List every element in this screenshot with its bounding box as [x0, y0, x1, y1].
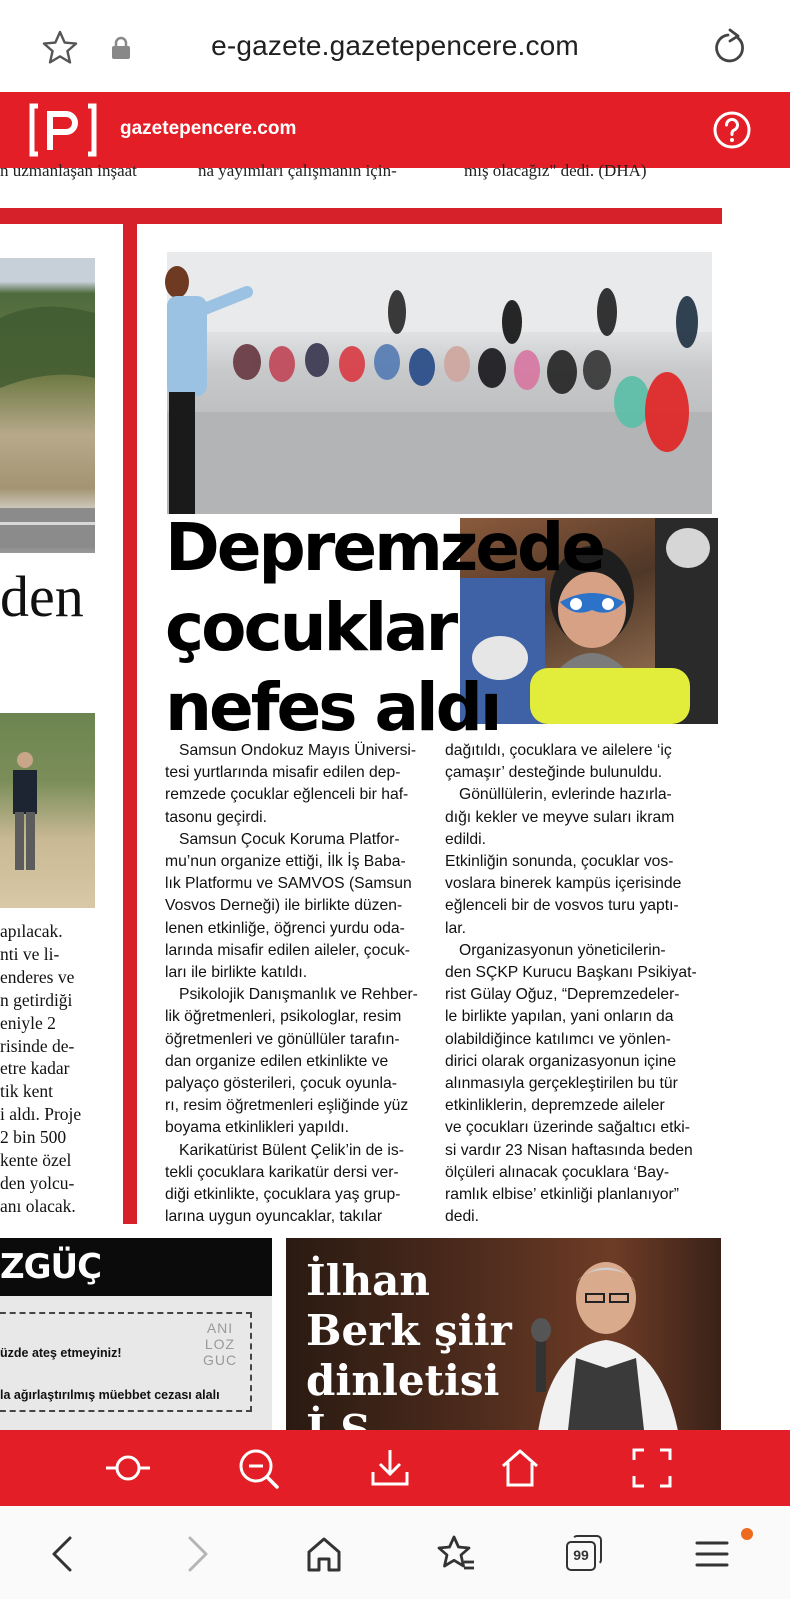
landscape-photo	[0, 258, 95, 553]
strip-text: n uzmanlaşan inşaat	[0, 161, 137, 180]
author-stamp	[196, 1320, 244, 1368]
poetry-event-title	[306, 1256, 512, 1456]
site-name[interactable]: gazetepencere.com	[120, 118, 297, 139]
text-line: ölçüleri alınacak çocuklara ‘Bay-	[445, 1163, 670, 1181]
text-line: boyama etkinlikleri yapıldı.	[165, 1119, 349, 1137]
text-line: ramlık elbise’ etkinliği planlanıyor”	[445, 1186, 679, 1204]
title-line: Berk şiir	[306, 1306, 512, 1355]
bottom-articles	[0, 1238, 790, 1438]
menu-icon[interactable]	[692, 1534, 732, 1574]
text-line: lar.	[445, 919, 466, 937]
text-line: öğretmenleri ve gönüllüler tarafın-	[165, 1030, 400, 1048]
headline-line: çocuklar	[165, 589, 456, 666]
text-line: diği etkinlikte, çocuklara yaş grup-	[165, 1186, 401, 1204]
text-line: dedi.	[445, 1208, 480, 1226]
browser-nav-bar	[0, 1506, 790, 1599]
text-line: ları ile birlikte katıldı.	[165, 964, 308, 982]
text-line: Psikolojik Danışmanlık ve Rehber-	[179, 986, 418, 1004]
tabs-count: 99	[566, 1541, 596, 1571]
home-icon[interactable]	[498, 1446, 542, 1490]
article-column-1	[165, 740, 435, 1228]
text-line: Gönüllülerin, evlerinde hazırla-	[459, 786, 672, 804]
red-rule	[0, 208, 722, 224]
text-line: olabildiğince katılımcı ve yönlen-	[445, 1030, 671, 1048]
url-text[interactable]: e-gazete.gazetepencere.com	[211, 30, 579, 61]
text-line: Vosvos Derneği) ile birlikte düzen-	[165, 897, 403, 915]
poet-photo	[516, 1248, 696, 1448]
text-line: anı olacak.	[0, 1195, 76, 1216]
reload-icon[interactable]	[708, 28, 748, 68]
text-line: Etkinliğin sonunda, çocuklar vos-	[445, 853, 674, 871]
stamp-line: GUC	[202, 1352, 238, 1368]
text-line: enderes ve	[0, 966, 75, 987]
text-line: lenen etkinliğe, öğrenci yurdu oda-	[165, 919, 405, 937]
text-line: lık Platformu ve SAMVOS (Samsun	[165, 875, 412, 893]
column-box-text: üzde ateş etmeyiniz!	[0, 1346, 122, 1360]
text-line: n getirdiği	[0, 989, 73, 1010]
stamp-line: ANI	[206, 1320, 234, 1336]
text-line: etkinliklerin, depremzede aileler	[445, 1097, 665, 1115]
text-line: Samsun Ondokuz Mayıs Üniversi-	[179, 742, 417, 759]
stamp-line: LOZ	[204, 1336, 236, 1352]
url-bar	[0, 0, 790, 92]
download-icon[interactable]	[368, 1446, 412, 1490]
left-column-text	[0, 920, 95, 1218]
text-line: remzede çocuklar eğlenceli bir haf-	[165, 786, 409, 804]
text-line: tik kent	[0, 1081, 53, 1102]
column-box-text: la ağırlaştırılmış müebbet cezası alalı	[0, 1388, 220, 1402]
fullscreen-icon[interactable]	[630, 1446, 674, 1490]
text-line: lik öğretmenleri, psikologlar, resim	[165, 1008, 402, 1026]
text-line: den yolcu-	[0, 1172, 75, 1193]
text-line: dığı kekler ve meyve suları ikram	[445, 808, 675, 826]
text-line: palyaço gösterileri, çocuk oyunla-	[165, 1075, 397, 1093]
text-line: alınmasıyla gerçekleştirilen bu tür	[445, 1075, 678, 1093]
text-line: çamaşır’ desteğinde bulunuldu.	[445, 764, 663, 782]
text-line: etre kadar	[0, 1058, 70, 1079]
man-walking-photo	[0, 713, 95, 908]
site-logo[interactable]	[28, 102, 98, 158]
red-column-divider	[123, 224, 137, 1224]
text-line: tekli çocuklara karikatür dersi ver-	[165, 1163, 399, 1181]
text-line: larında misafir edilen aileler, çocuk-	[165, 941, 411, 959]
zoom-out-icon[interactable]	[236, 1446, 280, 1490]
text-line: rist Gülay Oğuz, “Depremzedeler-	[445, 986, 680, 1004]
text-line: eğlenceli bir de vosvos turu yaptı-	[445, 897, 679, 915]
top-text-strip	[0, 161, 790, 182]
home-icon[interactable]	[304, 1534, 344, 1574]
strip-text: na yayımları çalışmanın için-	[198, 161, 397, 180]
article-column-2	[445, 740, 715, 1228]
text-line: le birlikte yapılan, yani onların da	[445, 1008, 674, 1026]
headline-line: Depremzede	[165, 509, 604, 586]
text-line: voslara binerek kampüs içerisinde	[445, 875, 682, 893]
text-line: larına uygun oyuncaklar, takılar	[165, 1208, 383, 1226]
title-line: İlhan	[306, 1256, 430, 1305]
newspaper-page[interactable]	[0, 161, 790, 1430]
title-line: dinletisi	[306, 1356, 500, 1405]
text-line: eniyle 2	[0, 1012, 56, 1033]
reader-toolbar	[0, 1430, 790, 1506]
text-line: risinde de-	[0, 1035, 75, 1056]
text-line: rı, resim öğretmenleri eşliğinde yüz	[165, 1097, 409, 1115]
text-line: ve çocukları üzerinde sağaltıcı etki-	[445, 1119, 691, 1137]
forward-icon[interactable]	[176, 1534, 216, 1574]
text-line: nti ve li-	[0, 943, 60, 964]
site-header	[0, 92, 790, 168]
text-line: dirici olarak organizasyonun içine	[445, 1052, 677, 1070]
text-line: kente özel	[0, 1150, 72, 1171]
back-icon[interactable]	[44, 1534, 84, 1574]
text-line: mu’nun organize ettiği, İlk İş Baba-	[165, 853, 406, 871]
article-headline	[165, 508, 603, 748]
text-line: Organizasyonun yöneticilerin-	[459, 941, 666, 959]
headline-line: nefes aldı	[165, 669, 500, 746]
notification-dot	[741, 1528, 753, 1540]
text-line: apılacak.	[0, 921, 63, 941]
children-group-photo	[167, 252, 712, 514]
question-icon[interactable]	[712, 110, 752, 150]
text-line: Samsun Çocuk Koruma Platfor-	[179, 830, 400, 848]
text-line: den SÇKP Kurucu Başkanı Psikiyat-	[445, 964, 697, 982]
text-line: si vardır 23 Nisan haftasında beden	[445, 1141, 693, 1159]
strip-text: mış olacağız" dedi. (DHA)	[464, 161, 647, 180]
text-line: edildi.	[445, 830, 486, 848]
text-line: Karikatürist Bülent Çelik’in de is-	[179, 1141, 404, 1159]
column-box-header: ZGÜÇ	[0, 1238, 272, 1296]
text-line: dan organize edilen etkinlikte ve	[165, 1052, 389, 1070]
text-line: i aldı. Proje	[0, 1104, 82, 1125]
locate-icon[interactable]	[106, 1446, 150, 1490]
left-headline-fragment: den	[0, 564, 84, 629]
text-line: 2 bin 500	[0, 1127, 67, 1148]
text-line: dağıtıldı, çocuklara ve ailelere ‘iç	[445, 742, 672, 759]
text-line: tasonu geçirdi.	[165, 808, 268, 826]
bookmarks-icon[interactable]	[436, 1534, 476, 1574]
text-line: tesi yurtlarında misafir edilen dep-	[165, 764, 401, 782]
tabs-icon[interactable]	[566, 1535, 602, 1571]
